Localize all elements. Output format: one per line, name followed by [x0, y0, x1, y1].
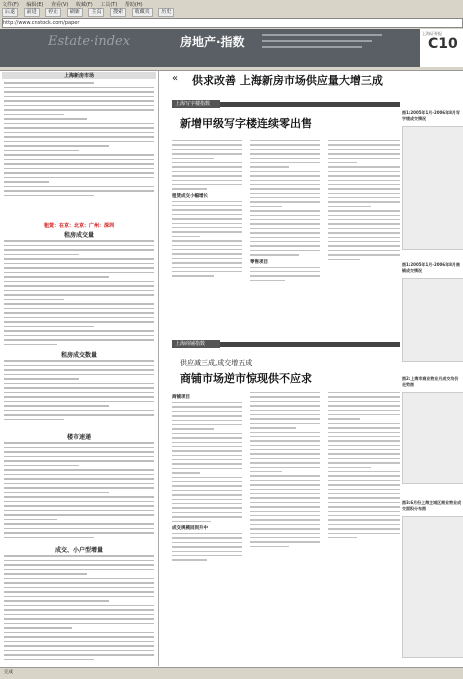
- chart3-caption: 图2:上海市商业物业月成交均价走势图: [402, 376, 459, 387]
- menu-bar: [2, 1, 149, 8]
- menu-help[interactable]: 帮助(H): [124, 2, 143, 8]
- sec1-col1: [172, 140, 242, 280]
- double-arrow-icon: «: [172, 73, 179, 84]
- left-top-title: 上海新房市场: [2, 72, 156, 79]
- sec2-subhead2: 成交规模回到升中: [172, 525, 208, 531]
- page-banner: [0, 29, 463, 67]
- sec2-col2: [250, 392, 320, 550]
- sec1-tag: 上海写字楼指数: [172, 100, 220, 108]
- sec2-body: [172, 392, 400, 662]
- banner-title: 房地产·指数: [180, 35, 245, 49]
- favorites-button[interactable]: 收藏夹: [132, 8, 153, 17]
- left-section3-text: [4, 360, 154, 430]
- forward-button[interactable]: 前进: [24, 8, 40, 17]
- status-text: 完成: [4, 670, 13, 675]
- left-section5-title: 成交、小户型增量: [54, 547, 103, 554]
- chart4-placeholder: [402, 516, 463, 658]
- sec2-title2: 商铺市场逆市惊现供不应求: [180, 372, 312, 385]
- left-mid-text: [4, 240, 154, 350]
- page-number: C10: [428, 36, 458, 52]
- left-section3-title: 租房成交数量: [60, 352, 97, 359]
- search-button[interactable]: 搜索: [110, 8, 126, 17]
- sec1-col3: [328, 140, 400, 263]
- menu-view[interactable]: 查看(V): [51, 2, 69, 8]
- sec2-title1: 供应减三成,成交增五成: [180, 359, 253, 367]
- left-section4-title: 楼市速递: [66, 434, 91, 441]
- sec2-subhead1: 商铺项目: [172, 395, 190, 400]
- left-mid-title: 租赁：在京：北京：广州：深圳: [43, 223, 114, 229]
- menu-tools[interactable]: 工具(T): [100, 2, 118, 8]
- sec2-tag: 上海商铺指数: [172, 340, 220, 348]
- sec2-bar: [220, 342, 400, 347]
- sec1-body: [172, 140, 400, 330]
- menu-edit[interactable]: 编辑(E): [26, 2, 44, 8]
- sec1-subhead2: 零售项目: [250, 259, 268, 265]
- menu-file[interactable]: 文件(F): [2, 2, 19, 8]
- paper-name: 上海证券报: [422, 31, 442, 36]
- menu-favorites[interactable]: 收藏(F): [75, 2, 93, 8]
- address-text: http://www.cnstock.com/paper: [3, 20, 80, 26]
- sec1-subhead1: 租赁成交小幅增长: [172, 193, 208, 199]
- stop-button[interactable]: 停止: [45, 8, 61, 17]
- history-button[interactable]: 历史: [158, 8, 174, 17]
- left-section4-text: [4, 442, 154, 542]
- left-section2-title: 租房成交量: [63, 232, 94, 239]
- banner-info: [262, 31, 382, 48]
- left-column: [0, 70, 159, 666]
- sec1-title: 新增甲级写字楼连续零出售: [180, 117, 312, 130]
- banner-logo: Estate·index: [48, 34, 131, 49]
- home-button[interactable]: 主页: [88, 8, 104, 17]
- chart1-placeholder: [402, 126, 463, 250]
- address-bar[interactable]: [2, 18, 463, 28]
- chart2-caption: 图1:2005年1月-2006年8月商铺成交情况: [402, 262, 460, 273]
- chart2-placeholder: [402, 278, 463, 362]
- toolbar: [2, 8, 178, 18]
- sec2-col3: [328, 392, 400, 541]
- left-section5-text: [4, 555, 154, 663]
- status-bar: [0, 667, 463, 679]
- left-top-text: [4, 82, 154, 197]
- chart3-placeholder: [402, 392, 463, 484]
- sec1-col2: [250, 140, 320, 284]
- chart1-caption: 图1:2005年1月-2006年8月写字楼成交情况: [402, 110, 460, 121]
- refresh-button[interactable]: 刷新: [67, 8, 83, 17]
- sec2-col1: [172, 392, 242, 564]
- main-headline: 供求改善 上海新房市场供应量大增三成: [192, 74, 383, 87]
- back-button[interactable]: 后退: [2, 8, 18, 17]
- chart4-caption: 图3:6月份上海主城区商业物业成交面积分布图: [402, 500, 462, 511]
- sec1-bar: [220, 102, 400, 107]
